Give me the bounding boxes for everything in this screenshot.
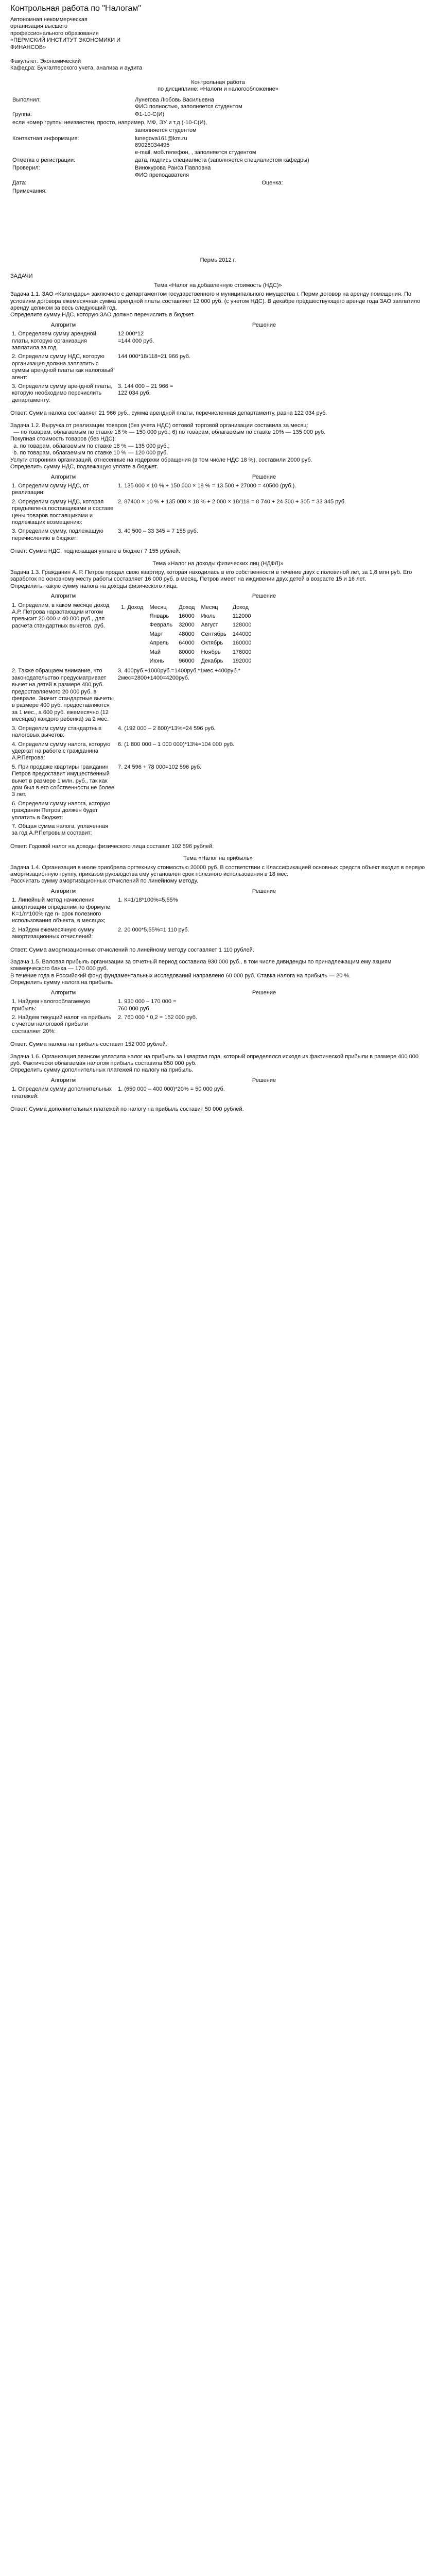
table-row: 7. Общая сумма налога, уплаченная за год А.Р.Петровым составит: [12, 823, 109, 837]
solution-header: Решение [252, 1077, 276, 1083]
cover-title: Контрольная работа по дисциплине: «Налоги и налогообложение» [158, 79, 278, 93]
task-1-2-table [10, 473, 412, 544]
table-row: 1. Определим сумму НДС, от реализации: 1. 135 000 × 10 % + 150 000 × 18 % = 13 500 + 27000 = 40500 (руб.). [12, 482, 297, 496]
cover-field-row [10, 135, 412, 157]
algorithm-header: Алгоритм [50, 1077, 76, 1083]
field-value: Оценка: [261, 180, 283, 187]
document-page [0, 0, 436, 1128]
task-1-2-answer: Ответ: Сумма НДС, подлежащая уплате в бюджет 7 155 рублей. [10, 548, 181, 555]
tasks-heading: ЗАДАЧИ [10, 273, 33, 280]
table-row: 2. Найдем ежемесячную сумму амортизационных отчислений: 2. 20 000*5,55%=1 110 руб. [12, 926, 189, 940]
task-1-6-table [10, 1076, 412, 1101]
field-value: заполняется студентом [135, 127, 197, 134]
field-key: Выполнил: [12, 96, 41, 103]
income-row: Июнь 96000 Декабрь 192000 [149, 658, 252, 665]
table-row: 2. Определим сумму НДС, которая предъявлена поставщиками и составе цены товаров поставщиками и подлежащих возмещению: 2. 87400 × 10 % + 135 000 × 18 % + 2 000 × 18/118 = 8 740 + 24 300 + 305 = 33 345 руб. [12, 498, 346, 526]
solution-header: Решение [252, 989, 276, 996]
task-1-1-answer: Ответ: Сумма налога составляет 21 966 руб., сумма арендной платы, перечисленная департаменту, равна 122 034 руб. [10, 410, 327, 417]
field-key: Контактная информация: [12, 135, 79, 142]
cover-field-row [10, 96, 412, 111]
field-value: lunegova161@km.ru 89028034495 e-mail, моб.телефон, , заполняется студентом [135, 135, 256, 156]
field-value: Лунегова Любовь Васильевна ФИО полностью, заполняется студентом [135, 96, 242, 110]
income-row: Май 80000 Ноябрь 176000 [149, 649, 252, 655]
task-1-3-table [10, 592, 412, 838]
city-year: Пермь 2012 г. [200, 257, 236, 263]
table-row: 1. Определим сумму дополнительных платежей: 1. (650 000 – 400 000)*20% = 50 000 руб. [12, 1086, 225, 1099]
algorithm-header: Алгоритм [50, 593, 76, 600]
table-row: 2. Также обращаем внимание, что законодательство предусматривает вычет на детей в размере 400 руб. предоставляемого 20 000 руб. в феврале. Значит стандартные вычеты в размере 400 руб. предоставляются за 1 мес., а 600 руб. ежемесячно (12 месяцев) каждого ребенка) за 2 мес. 3. 400руб.+1000руб.=1400руб.*1мес.+400руб.* 2мес=2800+1400=4200руб. [12, 668, 240, 723]
task-1-3-answer: Ответ: Годовой налог на доходы физического лица составит 102 596 рублей. [10, 843, 214, 850]
field-value: Винокурова Раиса Павловна ФИО преподавателя [135, 165, 211, 178]
income-row: Февраль 32000 Август 128000 [149, 622, 252, 629]
cover-field-row [10, 179, 412, 187]
cover-field-row [10, 164, 412, 179]
table-row: 2. Найдем текущий налог на прибыль с учетом налоговой прибыли составляет 20%: 2. 760 000 * 0,2 = 152 000 руб. [12, 1014, 198, 1035]
solution-header: Решение [252, 888, 276, 894]
field-key: если номер группы неизвестен, просто, например, МФ, ЭУ и т.д.(-10-С(И), [12, 119, 207, 126]
field-value [133, 188, 412, 195]
table-row: 3. Определим сумму, подлежащую перечислению в бюджет: 3. 40 500 – 33 345 = 7 155 руб. [12, 528, 198, 541]
task-1-5-table [10, 989, 412, 1036]
table-row: 3. Определим сумму арендной платы, которую необходимо перечислить департаменту: 3. 144 000 – 21 966 = 122 034 руб. [12, 383, 173, 403]
cover-field-row [10, 119, 412, 127]
table-row: 5. При продаже квартиры гражданин Петров предоставит имущественный вычет в размере 1 млн. руб., так как дом был в его собственности не более 3 лет. 7. 24 596 + 78 000=102 596 руб. [12, 764, 202, 798]
table-row: 3. Определим сумму стандартных налоговых вычетов: 4. (192 000 – 2 800)*13%=24 596 руб. [12, 725, 216, 739]
field-key: Отметка о регистрации: [12, 157, 76, 163]
task-1-5-answer: Ответ: Сумма налога на прибыль составит 152 000 рублей. [10, 1041, 167, 1048]
cover-field-row [10, 127, 412, 134]
task-1-5-text: Задача 1.5. Валовая прибыль организации за отчетный период составила 930 000 руб., в том числе дивиденды по принадлежащим ему акциям коммерческого банка — 170 000 руб. В течение года в Российский фонд фундаментальных исследований направлено 60 000 руб. Ставка налога на прибыль — 20 %. Определить сумму налога на прибыль. [10, 959, 392, 986]
income-row: Март 48000 Сентябрь 144000 [149, 631, 252, 637]
field-value: Ф1-10-С(И) [135, 111, 165, 118]
table-row: 1. Линейный метод начисления амортизации определим по формуле: K=1/n*100% где n- срок полезного использования объекта, в месяцах; 1. К=1/18*100%=5,55% [12, 897, 178, 924]
table-row: 1. Определяем сумму арендной платы, которую организация заплатила за год. 12 000*12 =144 000 руб. [12, 331, 154, 351]
cover-field-row [10, 188, 412, 195]
task-1-1-text: Задача 1.1. ЗАО «Календарь» заключило с департаментом государственного и муниципального имущества г. Перми договор на аренду помещения. По условиям договора ежемесячная сумма арендной платы составляет 12 000 руб. (с учетом НДС). В декабре предшествующего аренде года ЗАО заплатило аренду целиком за весь следующий год. Определите сумму НДС, которую ЗАО должно перечислить в бюджет. [10, 291, 421, 318]
algorithm-header: Алгоритм [50, 989, 76, 996]
task-1-6-text: Задача 1.6. Организация авансом уплатила налог на прибыль за I квартал года, который определялся исходя из фактической прибыли в размере 400 000 руб. Фактически облагаемая налогом прибыль составила 650 000 руб. Определить сумму дополнительных платежей по налогу на прибыль. [10, 1053, 419, 1074]
solution-header: Решение [252, 593, 276, 600]
income-col-header: Доход [179, 604, 195, 611]
field-key: Примечания: [12, 188, 47, 194]
income-col-header: Месяц [149, 604, 167, 611]
income-row: Январь 16000 Июль 112000 [149, 613, 251, 619]
algorithm-header: Алгоритм [50, 473, 76, 480]
income-col-header: Месяц [201, 604, 218, 611]
field-key: Проверил: [12, 165, 40, 172]
table-row: 6. Определим сумму налога, которую гражданин Петров должен будет уплатить в бюджет: [12, 800, 111, 821]
field-key: Дата: [12, 180, 27, 187]
field-value: дата, подпись специалиста (заполняется специалистом кафедры) [135, 157, 309, 163]
income-row: Апрель 64000 Октябрь 160000 [149, 640, 252, 647]
algorithm-header: Алгоритм [50, 321, 76, 328]
income-col-header: 1. Доход [121, 604, 144, 611]
algorithm-header: Алгоритм [50, 888, 76, 894]
cover-field-row [10, 157, 412, 164]
solution-header: Решение [252, 321, 276, 328]
income-col-header: Доход [232, 604, 249, 611]
organization-block: Автономная некоммерческая организация высшего профессионального образования «ПЕРМСКИЙ ИНСТИТУТ ЭКОНОМИКИ И ФИНАНСОВ» [10, 16, 121, 50]
cover-field-row [10, 111, 412, 118]
task-1-1-table [10, 321, 412, 405]
topic-ndfl-heading: Тема «Налог на доходы физических лиц (НДФЛ)» [152, 560, 284, 567]
faculty-line: Факультет: Экономический [10, 58, 81, 65]
task-1-4-text: Задача 1.4. Организация в июле приобрела оргтехнику стоимостью 20000 руб. В соответствии с Классификацией основных средств объект входит в первую амортизационную группу, приказом руководства ему установлен срок полезного использования в 18 мес. Рассчитать сумму амортизационных отчислений по линейному методу. [10, 864, 425, 885]
table-row: 2. Определим сумму НДС, которую организация должна заплатить с суммы арендной платы как налоговый агент: 144 000*18/118=21 966 руб. [12, 353, 190, 381]
cover-fields-table [10, 96, 412, 195]
table-row: 4. Определим сумму налога, которую удержат на работе с гражданина А.Р.Петрова: 6. (1 800 000 – 1 000 000)*13%=104 000 руб. [12, 741, 235, 761]
table-row: 1. Определим, в каком месяце доход А.Р. Петрова нарастающим итогом превысит 20 000 и 40 000 руб., для расчета стандартных вычетов, руб. 1. Доход Месяц Доход Месяц Доход Январь 16000 Июль 112000 Февраль 32000 Август 128000 Март 48000 Сентябрь 144000 Апрель 64000 Октябрь 160000 Май 80000 Ноябрь 176000 Июнь 96000 Декабрь 192000 [10, 601, 412, 667]
table-row: 1. Найдем налогооблагаемую прибыль: 1. 930 000 – 170 000 = 760 000 руб. [12, 998, 177, 1012]
topic-vat-heading: Тема «Налог на добавленную стоимость (НДС)» [154, 282, 282, 289]
task-1-2-text: Задача 1.2. Выручка от реализации товаров (без учета НДС) оптовой торговой организации составила за месяц: — по товарам, облагаемым по ставке 18 % — 150 000 руб.; 6) по товарам, облагаемым по ставке 10% — 135 000 руб. Покупная стоимость товаров (без НДС): а. по товарам, облагаемым по ставке 18 % — 135 000 руб.; b. по товарам, облагаемым по ставке 10 % — 120 000 руб. Услуги сторонних организаций, отнесенные на издержки обращения (в том числе НДС 18 %), составили 2000 руб. Определить сумму НДС, подлежащую уплате в бюджет. [10, 422, 326, 470]
field-key: Группа: [12, 111, 32, 118]
task-1-3-text: Задача 1.3. Гражданин А. Р. Петров продал свою квартиру, которая находилась в его собственности в течение двух с половиной лет, за 1,8 млн руб. Его заработок по основному месту работы составляет 16 000 руб. в месяц. Петров имеет на иждивении двух детей в возрасте 15 и 16 лет. Определить, какую сумму налога на доходы физического лица. [10, 569, 412, 589]
task-1-4-table [10, 887, 412, 942]
department-line: Кафедра: Бухгалтерского учета, анализа и аудита [10, 65, 143, 72]
task-1-6-answer: Ответ: Сумма дополнительных платежей по налогу на прибыль составит 50 000 рублей. [10, 1106, 244, 1112]
solution-header: Решение [252, 473, 276, 480]
topic-profit-tax-heading: Тема «Налог на прибыль» [183, 855, 253, 862]
task-1-4-answer: Ответ: Сумма амортизационных отчислений по линейному методу составляет 1 110 рублей. [10, 946, 254, 953]
income-by-month-table [118, 603, 254, 666]
page-title: Контрольная работа по "Налогам" [10, 4, 141, 13]
